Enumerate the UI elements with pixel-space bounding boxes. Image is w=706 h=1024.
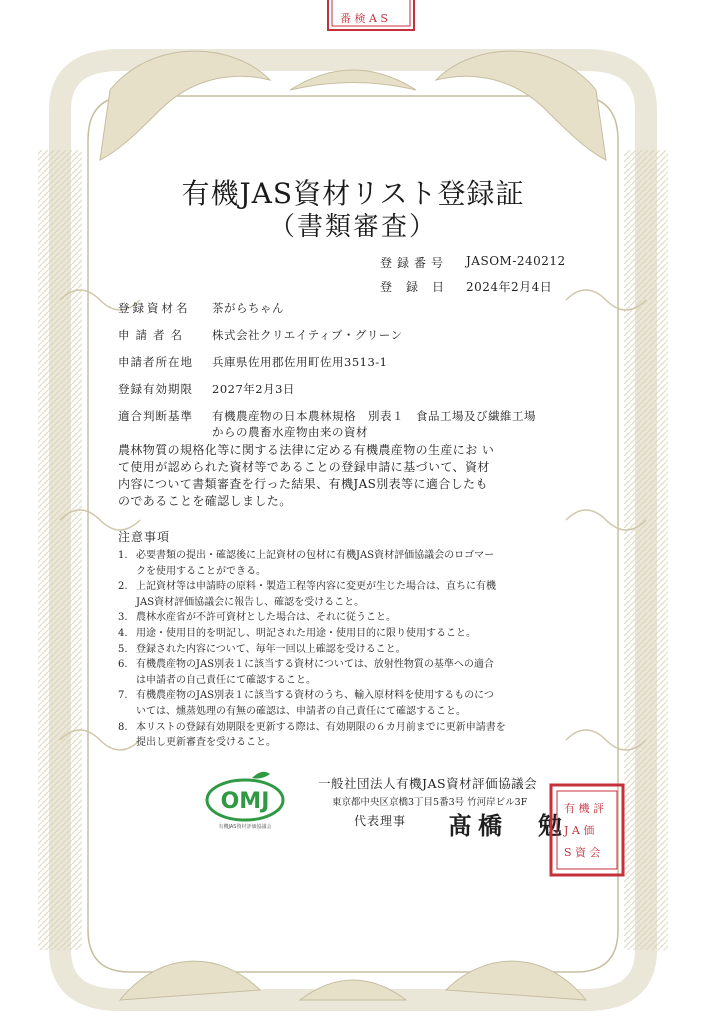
- certificate-statement: [118, 442, 584, 510]
- omj-logo-text: OMJ: [220, 789, 270, 814]
- note-text: 提出し更新審査を受けること。: [136, 737, 276, 749]
- note-item: [118, 579, 598, 610]
- note-number: 2.: [118, 581, 128, 593]
- statement-line: 内容について書類審査を行った結果、有機JAS別表等に適合したも: [118, 477, 488, 491]
- svg-text:番 検 A S: 番 検 A S: [340, 12, 388, 25]
- note-number: 8.: [118, 721, 128, 733]
- note-text: 有機農産物のJAS別表１に該当する資材については、放射性物質の基準への適合: [136, 659, 494, 671]
- note-text: 登録された内容について、毎年一回以上確認を受けること。: [136, 643, 406, 655]
- note-item: [118, 657, 598, 688]
- note-number: 3.: [118, 612, 128, 624]
- omj-logo-caption: 有機JAS資材評価協議会: [218, 824, 272, 830]
- representative-title: 代表理事: [354, 814, 407, 828]
- certificate-subtitle: （書類審査）: [268, 212, 437, 242]
- issuer-address: 東京都中央区京橋3丁目5番3号 竹河岸ビル3F: [332, 797, 528, 808]
- applicant-name-label: 申請者名: [118, 328, 188, 342]
- note-item: [118, 548, 598, 579]
- note-number: 5.: [118, 643, 128, 655]
- note-text: JAS資材評価協議会に報告し、確認を受けること。: [136, 596, 365, 608]
- criteria-label: 適合判断基準: [118, 409, 193, 423]
- svg-text:J A 価: J A 価: [564, 824, 595, 837]
- material-name-label: 登録資材名: [118, 301, 191, 315]
- svg-text:有 機 評: 有 機 評: [564, 802, 604, 815]
- statement-line: のであることを確認しました。: [118, 494, 292, 508]
- criteria-line-1: 有機農産物の日本農林規格 別表１ 食品工場及び繊維工場: [212, 409, 536, 423]
- note-text: いては、燻蒸処理の有無の確認は、申請者の自己責任にて確認すること。: [136, 705, 466, 717]
- issuer-name: 一般社団法人有機JAS資材評価協議会: [318, 776, 538, 791]
- registration-number: JASOM-240212: [466, 254, 566, 268]
- registration-date-label: 登録日: [380, 280, 459, 294]
- note-number: 6.: [118, 659, 128, 671]
- note-item: [118, 642, 598, 658]
- statement-line: て使用が認められた資材等であることの登録申請に基づいて、資材: [118, 460, 490, 474]
- note-number: 7.: [118, 690, 128, 702]
- registration-number-label: 登録番号: [380, 256, 449, 270]
- criteria-line-2: からの農畜水産物由来の資材: [212, 425, 368, 439]
- note-item: [118, 610, 598, 626]
- statement-line: 農林物質の規格化等に関する法律に定める有機農産物の生産にお い: [118, 443, 495, 457]
- notes-title: 注意事項: [118, 530, 171, 544]
- note-number: 4.: [118, 627, 128, 639]
- top-seal-stamp: [326, 0, 416, 32]
- material-name: 茶がらちゃん: [212, 301, 284, 315]
- expiry-label: 登録有効期限: [118, 382, 193, 396]
- note-number: 1.: [118, 550, 128, 561]
- note-text: 農林水産省が不許可資材とした場合は、それに従うこと。: [136, 612, 396, 624]
- note-text: クを使用することができる。: [136, 565, 266, 577]
- applicant-address-label: 申請者所在地: [118, 355, 193, 369]
- applicant-address: 兵庫県佐用郡佐用町佐用3513-1: [212, 355, 388, 369]
- note-text: 上記資材等は申請時の原料・製造工程等内容に変更が生じた場合は、直ちに有機: [136, 581, 496, 593]
- svg-text:S 資 会: S 資 会: [564, 846, 601, 859]
- notes-list: [118, 548, 598, 751]
- note-item: [118, 626, 598, 642]
- expiry-date: 2027年2月3日: [212, 382, 295, 396]
- note-text: 必要書類の提出・確認後に上記資材の包材に有機JAS資材評価協議会のロゴマー: [136, 550, 495, 561]
- note-item: [118, 688, 598, 719]
- note-text: 本リストの登録有効期限を更新する際は、有効期限の６カ月前までに更新申請書を: [136, 721, 506, 733]
- note-item: [118, 720, 598, 751]
- certificate-title: 有機JAS資材リスト登録証: [181, 177, 525, 210]
- omj-logo: [200, 770, 290, 834]
- applicant-name: 株式会社クリエイティブ・グリーン: [212, 328, 403, 342]
- note-text: は申請者の自己責任にて確認すること。: [136, 674, 316, 686]
- representative-name: 髙橋 勉: [448, 811, 568, 840]
- official-seal-stamp: [548, 782, 626, 878]
- registration-date: 2024年2月4日: [466, 280, 553, 294]
- note-text: 用途・使用目的を明記し、明記された用途・使用目的に限り使用すること。: [136, 627, 476, 639]
- note-text: 有機農産物のJAS別表１に該当する資材のうち、輸入原材料を使用するものにつ: [136, 690, 494, 702]
